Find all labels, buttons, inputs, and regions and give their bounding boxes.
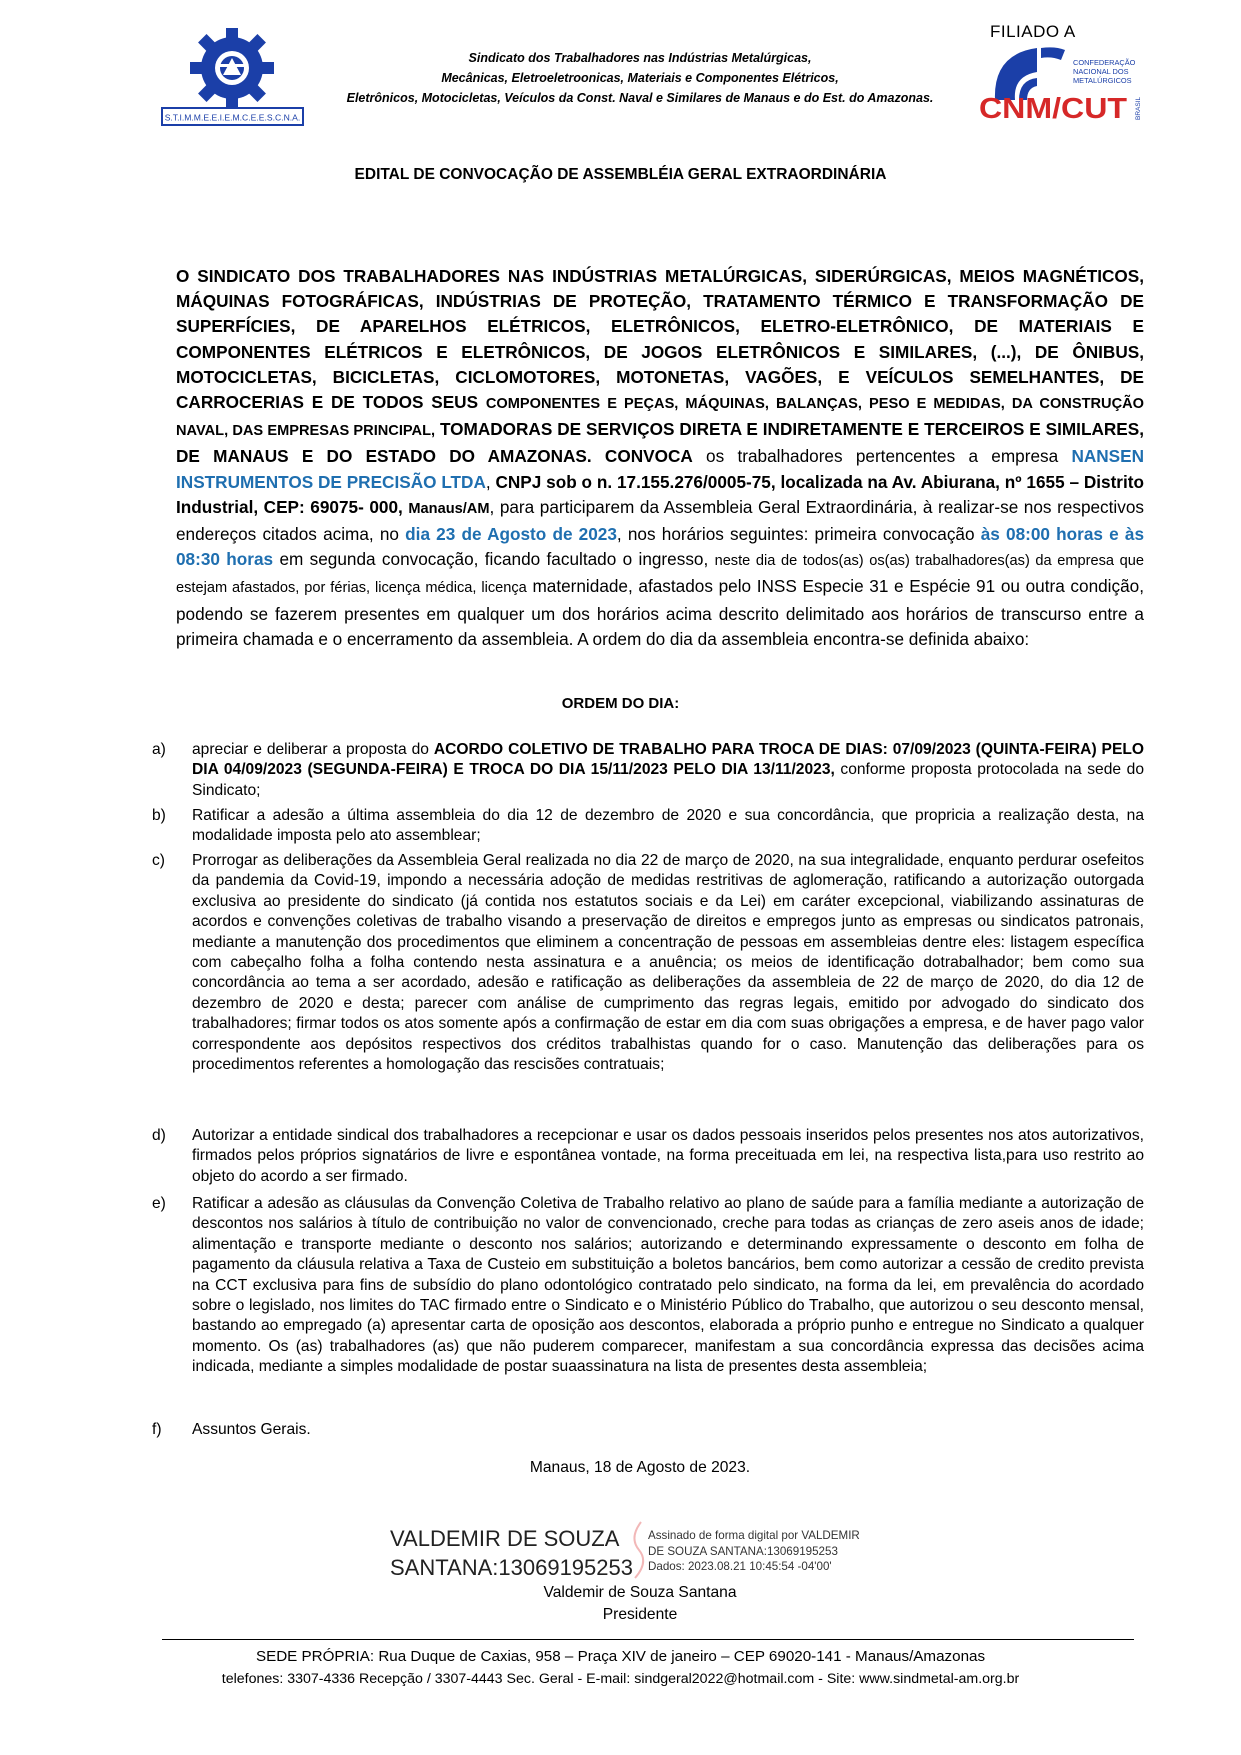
signature-detail-3: Dados: 2023.08.21 10:45:54 -04'00' <box>648 1560 832 1573</box>
affiliation-label: FILIADO A <box>990 22 1076 41</box>
cnm-cut-logo <box>975 20 1150 130</box>
digital-signature-details <box>648 1528 860 1575</box>
logo-sub-3: METALÚRGICOS <box>1073 76 1132 85</box>
intro-part-4: os trabalhadores pertencentes a empresa <box>692 446 1072 467</box>
union-logo-caption: S.T.I.M.M.E.E.I.E.M.C.E.E.S.C.N.A. <box>164 112 301 123</box>
logo-country: BRASIL <box>1135 96 1142 120</box>
intro-part-10: , nos horários seguintes: primeira convocação <box>616 524 981 545</box>
agenda-letter: b) <box>152 807 166 824</box>
agenda-a-post: conforme proposta protocolada na sede do Sindicato; <box>192 761 1144 799</box>
agenda-letter: a) <box>152 741 166 758</box>
agenda-title: ORDEM DO DIA: <box>561 695 680 712</box>
agenda-item-f <box>152 1420 1144 1440</box>
logo-cnm-cut: CNM/CUT <box>979 93 1128 125</box>
convocation-paragraph <box>176 264 1144 652</box>
place-date: Manaus, 18 de Agosto de 2023. <box>529 1459 751 1476</box>
signature-name-line-2: SANTANA:13069195253 <box>390 1555 633 1580</box>
logo-sub-1: CONFEDERAÇÃO <box>1073 58 1136 67</box>
union-name <box>330 48 950 108</box>
digital-signature-name <box>390 1524 633 1582</box>
agenda-c-text: Prorrogar as deliberações da Assembleia Geral realizada no dia 22 de março de 2020, na sua integralidade, enquanto perdurar osefeitos da pandemia da Covid-19, impondo a necessária adoção de medidas restritivas de aglomeração, ratificando a autorização outorgada exclusiva ao presidente do sindicato (já contida nos estatutos sociais e da Lei) em caráter excepcional, viabilizando assinaturas de acordos e convenções coletivas de trabalho visando a preservação de direitos e empregos junto as empresas ou sindicatos patronais, mediante a manutenção dos procedimentos que eliminem a concentração de pessoas em assembleias dentre eles: listagem específica com cabeçalho folha a folha contendo nesta assinatura e a anuência; os meios de identificação dotrabalhador; bem como sua concordância ao tema a ser acordado, adesão e ratificação as deliberações da assembleia de 22 de março de 2020, do dia 12 de dezembro de 2020 e desta; parecer com análise de cumprimento das regras legais, emitido por advogado do sindicato dos trabalhadores; firmar todos os atos somente após a confirmação de estar em dia com suas obrigações a empresa, e de haver pago valor correspondente aos depósitos respectivos dos créditos trabalhistas quando for o caso. Manutenção das deliberações para os procedimentos referentes a homologação das rescisões contratuais; <box>192 852 1144 1074</box>
intro-part-3: TOMADORAS DE SERVIÇOS DIRETA E INDIRETAMENTE E TERCEIROS E SIMILARES, DE MANAUS E DO ESTADO DO AMAZONAS. CONVOCA <box>176 419 1144 467</box>
footer-contacts: telefones: 3307-4336 Recepção / 3307-4443 Sec. Geral - E-mail: sindgeral2022@hotmail.com - Site: www.sindmetal-am.org.br <box>221 1671 1020 1687</box>
agenda-a-pre: apreciar e deliberar a proposta do <box>192 741 434 758</box>
assembly-times: às 08:00 horas e às 08:30 horas <box>176 524 1144 570</box>
union-logo <box>160 28 305 128</box>
agenda-item-e <box>152 1194 1144 1378</box>
agenda-item-d <box>152 1126 1144 1187</box>
agenda-letter: c) <box>152 852 165 869</box>
intro-part-9: , para participarem da Assembleia Geral Extraordinária, à realizar-se nos respectivos endereços citados acima, no <box>176 496 1144 545</box>
agenda-letter: f) <box>152 1421 162 1438</box>
signer-role: Presidente <box>602 1606 678 1623</box>
company-name: NANSEN INSTRUMENTOS DE PRECISÃO LTDA <box>176 446 1145 492</box>
signer-name: Valdemir de Souza Santana <box>543 1584 737 1601</box>
signature-name-line-1: VALDEMIR DE SOUZA <box>390 1526 620 1551</box>
logo-sub-2: NACIONAL DOS <box>1073 67 1129 76</box>
intro-part-2: COMPONENTES E PEÇAS, MÁQUINAS, BALANÇAS, PESO E MEDIDAS, DA CONSTRUÇÃO NAVAL, DAS EMPRESAS PRINCIPAL, <box>176 396 1144 440</box>
intro-part-11: em segunda convocação, ficando facultado o ingresso, <box>273 549 715 570</box>
signature-detail-1: Assinado de forma digital por VALDEMIR <box>648 1529 860 1542</box>
agenda-item-b <box>152 806 1144 847</box>
intro-part-12: neste dia de todos(as) os(as) trabalhadores(as) da empresa que estejam afastados, por férias, licença médica, licença <box>176 553 1144 597</box>
company-city: Manaus/AM <box>408 500 490 517</box>
intro-part-1: O SINDICATO DOS TRABALHADORES NAS INDÚSTRIAS METALÚRGICAS, SIDERÚRGICAS, MEIOS MAGNÉTICOS, MÁQUINAS FOTOGRÁFICAS, INDÚSTRIAS DE PROTEÇÃO, TRATAMENTO TÉRMICO E TRANSFORMAÇÃO DE SUPERFÍCIES, DE APARELHOS ELÉTRICOS, ELETRÔNICOS, ELETRO-ELETRÔNICO, DE MATERIAIS E COMPONENTES ELÉTRICOS E ELETRÔNICOS, DE JOGOS ELETRÔNICOS E SIMILARES, (...), DE ÔNIBUS, MOTOCICLETAS, BICICLETAS, CICLOMOTORES, MOTONETAS, VAGÕES, E VEÍCULOS SEMELHANTES, DE CARROCERIAS E DE TODOS SEUS <box>176 266 1144 413</box>
agenda-letter: d) <box>152 1127 166 1144</box>
union-line-1: Sindicato dos Trabalhadores nas Indústrias Metalúrgicas, <box>468 51 812 65</box>
footer-divider <box>162 1639 1134 1640</box>
company-address: CNPJ sob o n. 17.155.276/0005-75, localizada na Av. Abiurana, nº 1655 – Distrito Industrial, CEP: 69075- 000, <box>176 471 1144 517</box>
intro-part-13: maternidade, afastados pelo INSS Especie 31 e Espécie 91 ou outra condição, podendo se fazerem presentes em qualquer um dos horários acima descrito delimitado aos horários de transcurso entre a primeira chamada e o encerramento da assembleia. A ordem do dia da assembleia encontra-se definida abaixo: <box>176 576 1144 649</box>
document-title: EDITAL DE CONVOCAÇÃO DE ASSEMBLÉIA GERAL EXTRAORDINÁRIA <box>354 166 887 183</box>
signature-detail-2: DE SOUZA SANTANA:13069195253 <box>648 1544 838 1558</box>
agenda-letter: e) <box>152 1195 166 1212</box>
agenda-d-text: Autorizar a entidade sindical dos trabalhadores a recepcionar e usar os dados pessoais inseridos pelos presentes nos atos autorizativos, firmados pelos próprios signatários de livre e espontânea vontade, na forma preceituada em lei, na respectiva lista,para uso restrito ao objeto do acordo a ser firmado. <box>192 1127 1144 1185</box>
agenda-item-c <box>152 851 1144 1075</box>
assembly-date: dia 23 de Agosto de 2023 <box>405 524 617 545</box>
agenda-f-text: Assuntos Gerais. <box>192 1421 311 1438</box>
union-line-3: Eletrônicos, Motociclеtas, Veículos da Const. Naval e Similares de Manaus e do Est. do Amazonas. <box>346 91 934 105</box>
signer-block <box>0 1582 1241 1626</box>
agenda-e-text: Ratificar a adesão as cláusulas da Convenção Coletiva de Trabalho relativo ao plano de saúde para a família mediante a autorização de descontos nos salários à título de contribuição no valor de convencionado, creche para todas as crianças de zero aseis anos de idade; alimentação e transporte mediante o desconto nos salários; autorizando e determinando expressamente o desconto em folha de pagamento da cláusula relativa a Taxa de Custeio em substituição a boletos bancários, bem como autorizar a cessão de credito prevista na CCT exclusiva para fins de subsídio do plano odontológico contratado pelo sindicato, na forma da lei, em prevalência do acordado sobre o legislado, nos limites do TAC firmado entre o Sindicato e o Ministério Público do Trabalho, que autorizou o seu desconto mensal, bastando ao empregado (a) apresentar carta de oposição aos descontos, elaborada a próprio punho e entregue no Sindicato a qualquer momento. Os (as) trabalhadores (as) que não puderem comparecer, manifestam a sua concordância expressa das decisões acima indicada, mediante a simples modalidade de postar suaassinatura na lista de presentes desta assembleia; <box>192 1195 1144 1376</box>
intro-part-5: , <box>485 471 496 492</box>
footer-address: SEDE PRÓPRIA: Rua Duque de Caxias, 958 – Praça XIV de janeiro – CEP 69020-141 - Manaus/Amazonas <box>255 1648 986 1665</box>
agenda-a-bold: ACORDO COLETIVO DE TRABALHO PARA TROCA DE DIAS: 07/09/2023 (QUINTA-FEIRA) PELO DIA 04/09/2023 (SEGUNDA-FEIRA) E TROCA DO DIA 15/11/2023 PELO DIA 13/11/2023, <box>192 741 1145 779</box>
agenda-item-a <box>152 740 1144 801</box>
union-line-2: Mecânicas, Eletroeletroonicas, Materiais e Componentes Elétricos, <box>441 71 839 85</box>
agenda-b-text: Ratificar a adesão a última assembleia do dia 12 de dezembro de 2020 e sua concordância, que propricia a realização desta, na modalidade imposta pelo ato assemblear; <box>192 807 1144 845</box>
